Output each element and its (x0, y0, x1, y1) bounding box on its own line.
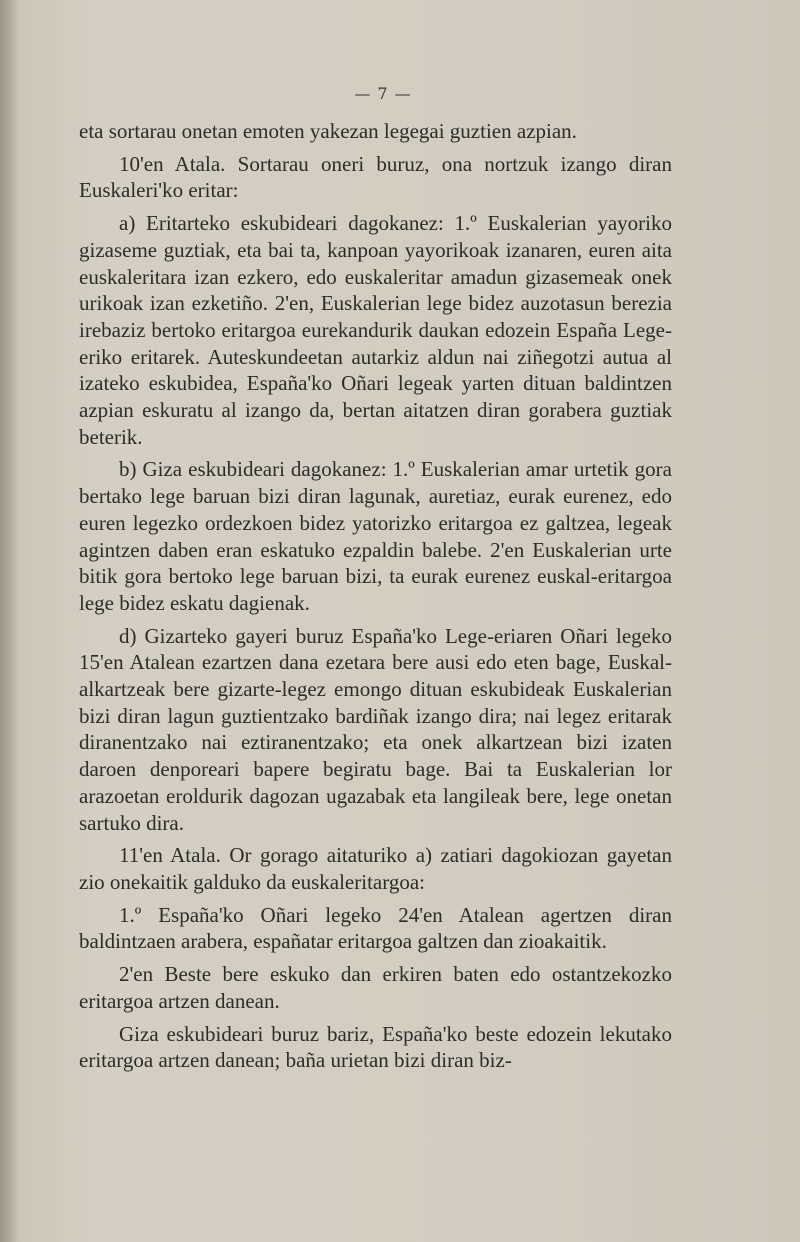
paragraph-article-10: 10'en Atala. Sortarau oneri buruz, ona nortzuk izango diran Euskaleri'ko eritar: (79, 151, 672, 203)
paragraph-point-2: 2'en Beste bere eskuko dan erkiren baten edo ostantzekozko eritargoa artzen danean. (79, 962, 672, 1013)
paragraph-point-1: 1.º España'ko Oñari legeko 24'en Atalean agertzen diran baldintzaen arabera, españatar eritargoa galtzen dan zioakaitik. (79, 902, 672, 954)
paragraph-article-11: 11'en Atala. Or gorago aitaturiko a) zatiari dagokiozan gayetan zio onekaitik galduko da euskaleritargoa: (79, 843, 672, 894)
paragraph-item-b: b) Giza eskubideari dagokanez: 1.º Euskalerian amar urtetik gora bertako lege baruan bizi diran lagunak, auretiaz, eurak eurenez, edo euren legezko ordezkoen bidez yatorizko eritargoa ez galtzea, legeak agintzen daben eran eskatuko ezpaldin balebe. 2'en Euskalerian urte bitik gora bertoko lege baruan bizi, ta eurak eurenez euskal-eritargoa lege bidez eskatu dagienak. (79, 457, 672, 615)
body-text (79, 118, 672, 1080)
paragraph-item-a: a) Eritarteko eskubideari dagokanez: 1.º Euskalerian yayoriko gizaseme guztiak, eta bai ta, kanpoan yayorikoak izanaren, euren aita euskaleritara izan ezkero, edo euskaleritar amadun gizasemeak onek urikoak izan ezketiño. 2'en, Euskalerian lege bidez auzotasun berezia irebaziz bertoko eritargoa eurekandurik daukan edozein España Lege-eriko eritarek. Auteskundeetan autarkiz aldun nai ziñegotzi autua al izateko eskubidea, España'ko Oñari legeak yarten dituan baldintzen azpian eskuratu al izango da, bertan aitatzen diran gorabera guztiak beterik. (79, 211, 672, 449)
paragraph-giza: Giza eskubideari buruz bariz, España'ko beste edozein lekutako eritargoa artzen danean; baña urietan bizi diran biz- (79, 1021, 672, 1073)
page-edge-shadow (0, 0, 18, 1242)
paragraph-continuation: eta sortarau onetan emoten yakezan legegai guztien azpian. (79, 119, 577, 143)
paragraph-item-d: d) Gizarteko gayeri buruz España'ko Lege-eriaren Oñari legeko 15'en Atalean ezartzen dana ezetara bere ausi edo eten bage, Euskal-alkartzeak bere gizarte-legez emongo dituan eskubideak Euskalerian bizi diran lagun guztientzako bardiñak izango dira; nai legez eritarak diranentzako nai eztiranentzako; eta onek alkartzean bizi izaten daroen denporeari bapere begiratu bage. Bai ta Euskalerian lor arazoetan eroldurik dagozan ugazabak eta langileak bere, lege onetan sartuko dira. (79, 623, 672, 835)
page-number: — 7 — (354, 84, 412, 103)
